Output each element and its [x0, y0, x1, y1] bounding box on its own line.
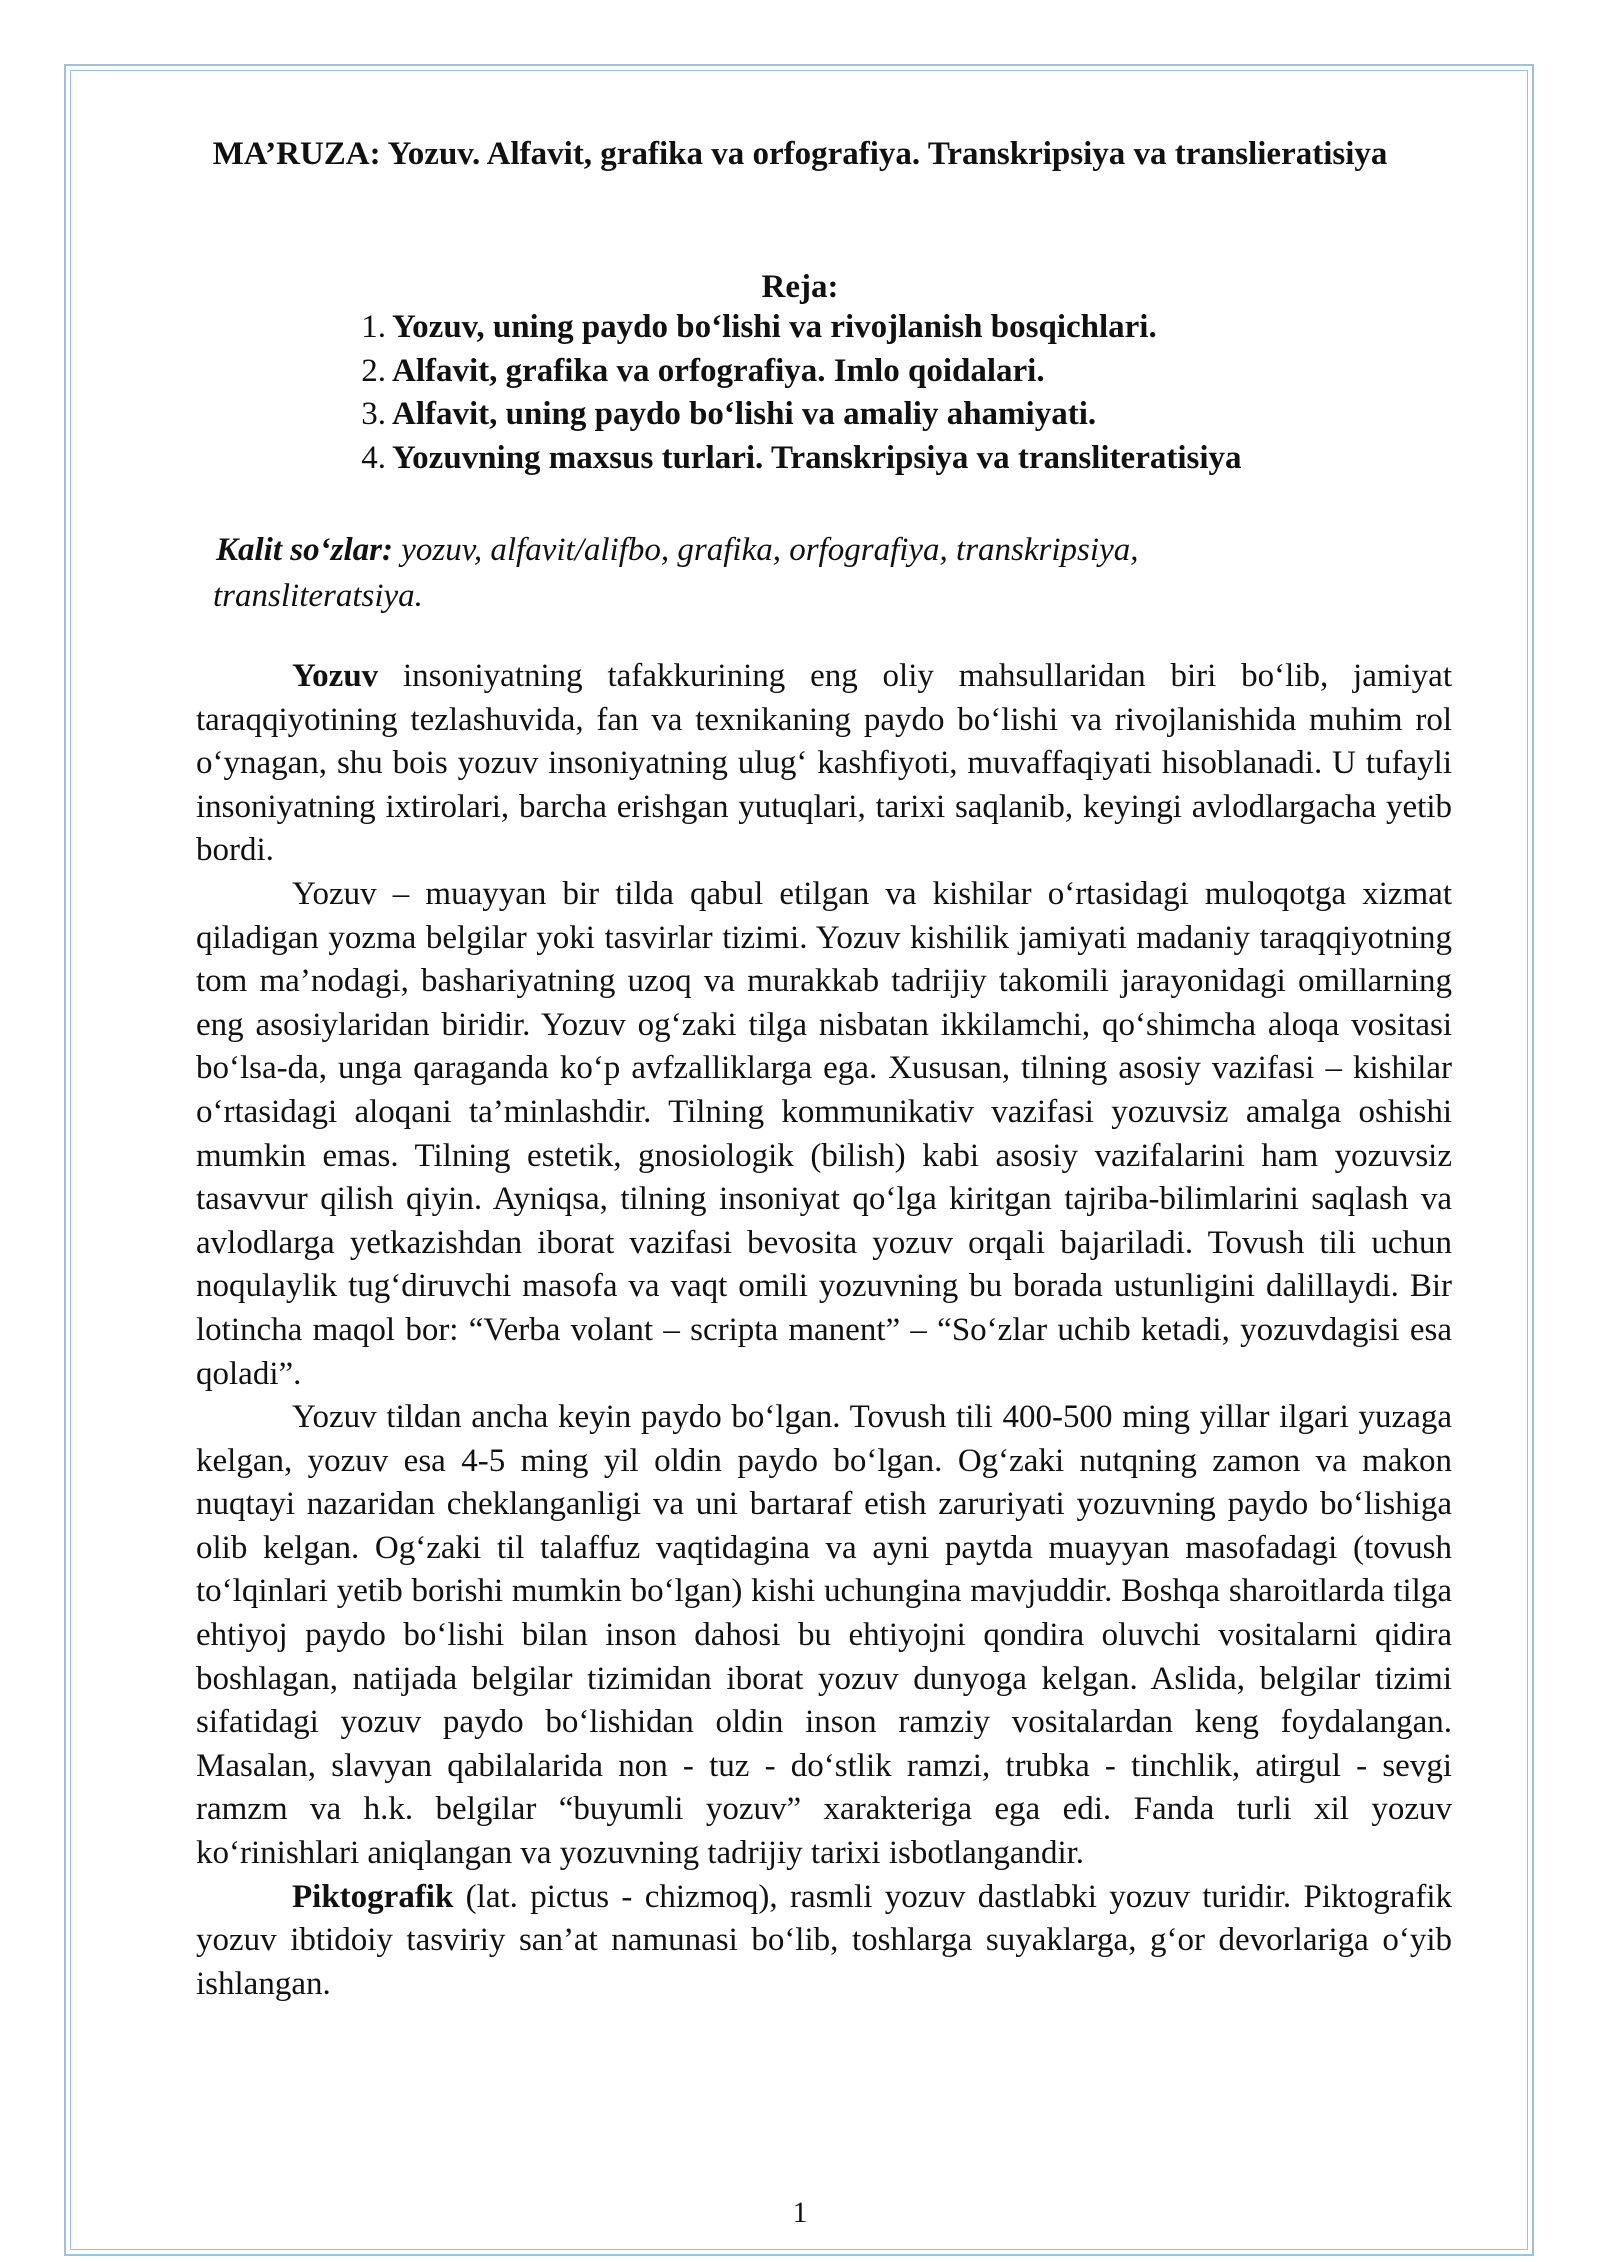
- plan-item-number: 1.: [361, 309, 386, 345]
- paragraph: [196, 655, 1452, 873]
- plan-item-number: 4.: [361, 439, 386, 476]
- lecture-body: [196, 655, 1452, 2006]
- plan-item: [346, 350, 1242, 394]
- keywords: [213, 528, 1396, 618]
- plan-item-number: 3.: [361, 396, 386, 432]
- plan-list: [346, 306, 1242, 480]
- paragraph: [196, 873, 1452, 1396]
- plan-item-text: Alfavit, uning paydo bo‘lishi va amaliy ahamiyati.: [392, 396, 1097, 432]
- lecture-title: MA’RUZA: Yozuv. Alfavit, grafika va orfografiya. Transkripsiya va translieratisiya: [212, 136, 1388, 172]
- keywords-list-continued: transliteratsiya.: [213, 578, 423, 614]
- paragraph-text: Yozuv – muayyan bir tilda qabul etilgan va kishilar o‘rtasidagi muloqotga xizmat qiladigan yozma belgilar yoki tasvirlar tizimi. Yozuv kishilik jamiyati madaniy taraqqiyotning tom ma’nodagi, bashariyatning uzoq va murakkab tadrijiy takomili jarayonidagi omillarning eng asosiylaridan biridir. Yozuv og‘zaki tilga nisbatan ikkilamchi, qo‘shimcha aloqa vositasi bo‘lsa-da, unga qaraganda ko‘p avfzalliklarga ega. Xususan, tilning asosiy vazifasi – kishilar o‘rtasidagi aloqani ta’minlashdir. Tilning kommunikativ vazifasi yozuvsiz amalga oshishi mumkin emas. Tilning estetik, gnosiologik (bilish) kabi asosiy vazifalarini ham yozuvsiz tasavvur qilish qiyin. Ayniqsa, tilning insoniyat qo‘lga kiritgan tajriba-bilimlarini saqlash va avlodlarga yetkazishdan iborat vazifasi bevosita yozuv orqali bajariladi. Tovush tili uchun noqulaylik tug‘diruvchi masofa va vaqt omili yozuvning bu borada ustunligini dalillaydi. Bir lotincha maqol bor: “Verba volant – scripta manent” – “So‘zlar uchib ketadi, yozuvdagisi esa qoladi”.: [196, 875, 1452, 1392]
- keywords-label: Kalit so‘zlar:: [216, 532, 393, 568]
- paragraph-text: (lat. pictus - chizmoq), rasmli yozuv dastlabki yozuv turidir. Piktografik yozuv ibtidoiy tasviriy san’at namunasi bo‘lib, toshlarga suyaklarga, g‘or devorlariga o‘yib ishlangan.: [196, 1878, 1452, 2002]
- paragraph-text: Yozuv tildan ancha keyin paydo bo‘lgan. Tovush tili 400-500 ming yillar ilgari yuzaga kelgan, yozuv esa 4-5 ming yil oldin paydo bo‘lgan. Og‘zaki nutqning zamon va makon nuqtayi nazaridan cheklanganligi va uni bartaraf etish zaruriyati yozuvning paydo bo‘lishiga olib kelgan. Og‘zaki til talaffuz vaqtidagina va ayni paytda muayyan masofadagi (tovush to‘lqinlari yetib borishi mumkin bo‘lgan) kishi uchungina mavjuddir. Boshqa sharoitlarda tilga ehtiyoj paydo bo‘lishi bilan inson dahosi bu ehtiyojni qondira oluvchi vositalarni qidira boshlagan, natijada belgilar tizimidan iborat yozuv dunyoga kelgan. Aslida, belgilar tizimi sifatidagi yozuv paydo bo‘lishidan oldin inson ramziy vositalardan keng foydalangan. Masalan, slavyan qabilalarida non - tuz - do‘stlik ramzi, trubka - tinchlik, atirgul - sevgi ramzm va h.k. belgilar “buyumli yozuv” xarakteriga ega edi. Fanda turli xil yozuv ko‘rinishlari aniqlangan va yozuvning tadrijiy tarixi isbotlangandir.: [196, 1399, 1452, 1872]
- plan-item-number: 2.: [361, 352, 386, 389]
- paragraph: [196, 1396, 1452, 1876]
- plan-item-text: Yozuvning maxsus turlari. Transkripsiya va transliteratisiya: [392, 439, 1242, 476]
- paragraph: [196, 1876, 1452, 2007]
- plan-heading: Reja:: [761, 269, 839, 305]
- plan-item-text: Alfavit, grafika va orfografiya. Imlo qoidalari.: [392, 352, 1045, 389]
- plan-item: [346, 393, 1242, 437]
- paragraph-text: insoniyatning tafakkurining eng oliy mahsullaridan biri bo‘lib, jamiyat taraqqiyotining tezlashuvida, fan va texnikaning paydo bo‘lishi va rivojlanishida muhim rol o‘ynagan, shu bois yozuv insoniyatning ulug‘ kashfiyoti, muvaffaqiyati hisoblanadi. U tufayli insoniyatning ixtirolari, barcha erishgan yutuqlari, tarixi saqlanib, keyingi avlodlargacha yetib bordi.: [196, 658, 1452, 869]
- plan-item: [346, 437, 1242, 481]
- plan-item-text: Yozuv, uning paydo bo‘lishi va rivojlanish bosqichlari.: [392, 309, 1157, 345]
- page-number: 1: [792, 2196, 808, 2229]
- keywords-list: yozuv, alfavit/alifbo, grafika, orfografiya, transkripsiya,: [401, 532, 1139, 568]
- paragraph-lead-term: Piktografik: [292, 1878, 454, 1915]
- paragraph-lead-term: Yozuv: [292, 658, 379, 694]
- plan-item: [346, 306, 1242, 350]
